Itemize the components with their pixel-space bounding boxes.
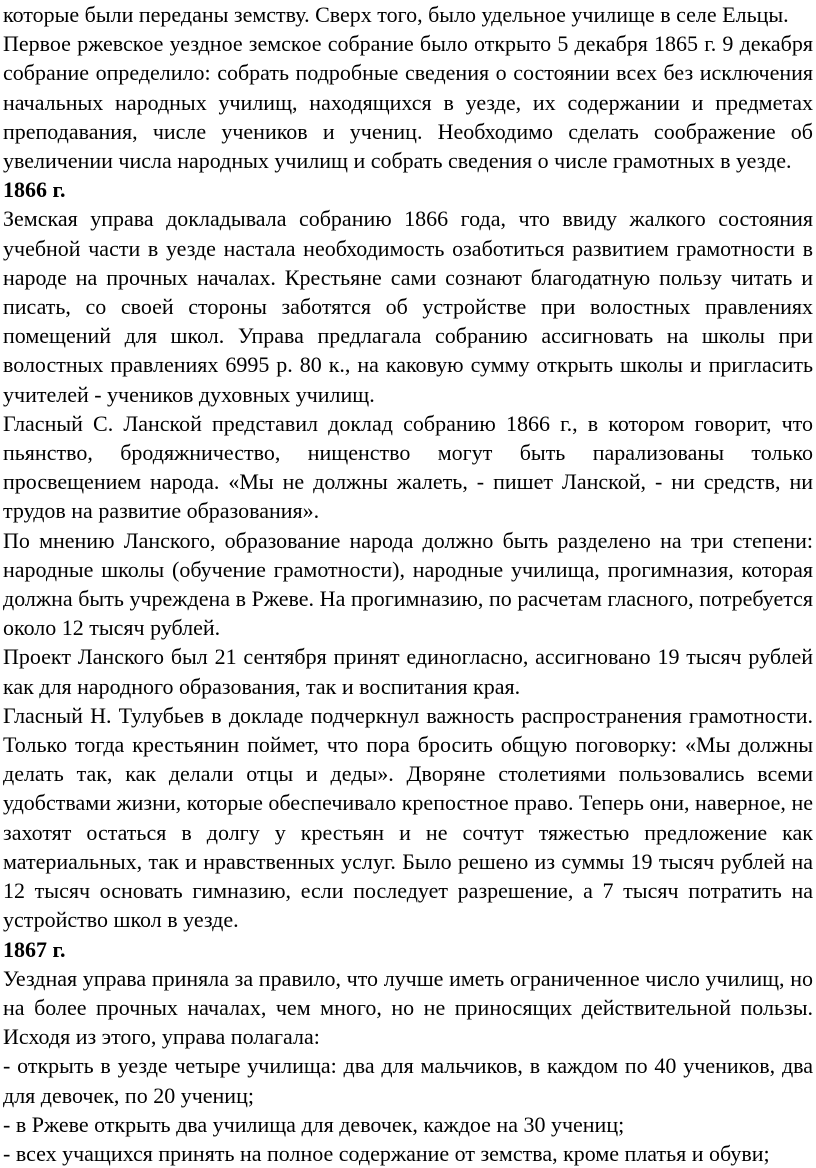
paragraph-tulubyev-report: Гласный Н. Тулубьев в докладе подчеркнул важность распространения грамотности. Только тогда крестьянин поймет, что пора бросить общую поговорку: «Мы должны делать так, как делали отцы и деды». Дворяне столетиями пользовались всеми удобствами жизни, которые обеспечивало крепостное право. Теперь они, наверное, не захотят остаться в долгу у крестьян и не сочтут тяжестью предложение как материальных, так и нравственных услуг. Было решено из суммы 19 тысяч рублей на 12 тысяч основать гимназию, если последует разрешение, а 7 тысяч потратить на устройство школ в уезде. — [3, 702, 813, 933]
paragraph-project-adopted: Проект Ланского был 21 сентября принят единогласно, ассигновано 19 тысяч рублей как для народного образования, так и воспитания края. — [3, 644, 813, 699]
list-item-full-support: - всех учащихся принять на полное содержание от земства, кроме платья и обуви; — [3, 1140, 770, 1166]
paragraph-zemstvo-report: Земская управа докладывала собранию 1866 года, что ввиду жалкого состояния учебной части в уезде настала необходимость озаботиться развитием грамотности в народе на прочных началах. Крестьяне сами сознают благодатную пользу читать и писать, со своей стороны заботятся об устройстве при волостных правлениях помещений для школ. Управа предлагала собранию ассигновать на школы при волостных правлениях 6995 р. 80 к., на каковую сумму открыть школы и пригласить учителей - учеников духовных училищ. — [3, 206, 813, 407]
paragraph-uprava-rule: Уездная управа приняла за правило, что лучше иметь ограниченное число училищ, но на более прочных началах, чем много, но не приносящих действительной пользы. Исходя из этого, управа полагала: — [3, 965, 813, 1050]
document-page — [3, 0, 813, 1168]
paragraph-continuation: которые были переданы земству. Сверх того, было удельное училище в селе Ельцы. — [3, 2, 789, 27]
paragraph-first-assembly: Первое ржевское уездное земское собрание было открыто 5 декабря 1865 г. 9 декабря собрание определило: собрать подробные сведения о состоянии всех без исключения начальных народных училищ, находящихся в уезде, их содержании и предметах преподавания, числе учеников и учениц. Необходимо сделать соображение об увеличении числа народных училищ и собрать сведения о числе грамотных в уезде. — [3, 31, 813, 174]
paragraph-lanskoy-report: Гласный С. Ланской представил доклад собранию 1866 г., в котором говорит, что пьянство, бродяжничество, нищенство могут быть парализованы только просвещением народа. «Мы не должны жалеть, - пишет Ланской, - ни средств, ни трудов на развитие образования». — [3, 410, 813, 524]
heading-1866: 1866 г. — [3, 177, 66, 203]
list-item-rzhev-schools: - в Ржеве открыть два училища для девочек, каждое на 30 учениц; — [3, 1111, 625, 1137]
list-item-uezd-schools: - открыть в уезде четыре училища: два для мальчиков, в каждом по 40 учеников, два для девочек, по 20 учениц; — [3, 1053, 813, 1108]
paragraph-lanskoy-opinion: По мнению Ланского, образование народа должно быть разделено на три степени: народные школы (обучение грамотности), народные училища, прогимназия, которая должна быть учреждена в Ржеве. На прогимназию, по расчетам гласного, потребуется около 12 тысяч рублей. — [3, 527, 813, 641]
heading-1867: 1867 г. — [3, 936, 66, 962]
